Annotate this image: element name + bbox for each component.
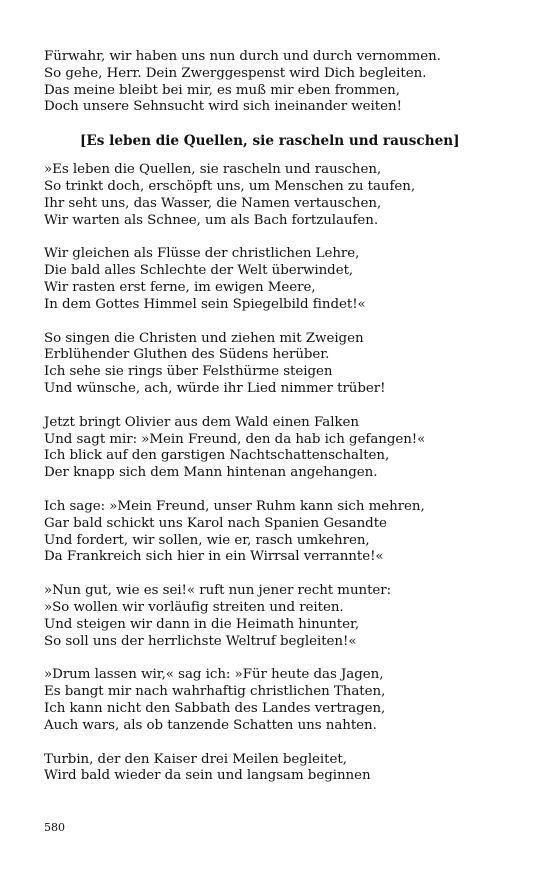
- intro-stanza: [44, 49, 514, 116]
- verse-line: »Es leben die Quellen, sie rascheln und rauschen,: [44, 162, 382, 178]
- verse-line: So gehe, Herr. Dein Zwerggespenst wird Dich begleiten.: [44, 65, 427, 81]
- verse-line: Wir rasten erst ferne, im ewigen Meere,: [44, 279, 316, 295]
- verse-line: Doch unsere Sehnsucht wird sich ineinander weiten!: [44, 99, 402, 115]
- verse-line: Die bald alles Schlechte der Welt überwindet,: [44, 263, 354, 279]
- stanza-5: [44, 499, 514, 566]
- verse-line: Ich blick auf den garstigen Nachtschattenschalten,: [44, 448, 390, 464]
- poem-heading: [Es leben die Quellen, sie rascheln und rauschen]: [80, 133, 460, 150]
- verse-line: So soll uns der herrlichste Weltruf begleiten!«: [44, 633, 357, 649]
- verse-line: Der knapp sich dem Mann hintenan angehangen.: [44, 465, 378, 481]
- verse-line: Ich sehe sie rings über Felsthürme steigen: [44, 364, 333, 380]
- verse-line: Gar bald schickt uns Karol nach Spanien Gesandte: [44, 515, 387, 531]
- stanza-2: [44, 246, 514, 313]
- verse-line: Jetzt bringt Olivier aus dem Wald einen Falken: [44, 414, 359, 430]
- verse-line: Ich kann nicht den Sabbath des Landes vertragen,: [44, 700, 386, 716]
- verse-line: Ihr seht uns, das Wasser, die Namen vertauschen,: [44, 195, 382, 211]
- verse-line: Und sagt mir: »Mein Freund, den da hab ich gefangen!«: [44, 431, 426, 447]
- verse-line: Ich sage: »Mein Freund, unser Ruhm kann sich mehren,: [44, 498, 425, 514]
- verse-line: Fürwahr, wir haben uns nun durch und durch vernommen.: [44, 49, 441, 64]
- verse-line: So singen die Christen und ziehen mit Zweigen: [44, 330, 364, 346]
- verse-line: Auch wars, als ob tanzende Schatten uns nahten.: [44, 717, 377, 733]
- stanza-6: [44, 583, 514, 650]
- verse-line: Wird bald wieder da sein und langsam beginnen: [44, 768, 371, 784]
- verse-line: Erblühender Gluthen des Südens herüber.: [44, 347, 330, 363]
- verse-line: Wir warten als Schnee, um als Bach fortzulaufen.: [44, 212, 379, 228]
- verse-line: Turbin, der den Kaiser drei Meilen begleitet,: [44, 751, 347, 767]
- stanza-7: [44, 667, 514, 734]
- verse-line: »Nun gut, wie es sei!« ruft nun jener recht munter:: [44, 583, 392, 599]
- verse-line: Und fordert, wir sollen, wie er, rasch umkehren,: [44, 532, 370, 548]
- poem-text: [44, 49, 514, 802]
- verse-line: Das meine bleibt bei mir, es muß mir eben frommen,: [44, 82, 400, 98]
- stanza-8: [44, 752, 514, 786]
- stanza-4: [44, 415, 514, 482]
- verse-line: Und steigen wir dann in die Heimath hinunter,: [44, 616, 360, 632]
- verse-line: »Drum lassen wir,« sag ich: »Für heute das Jagen,: [44, 667, 384, 683]
- page-number: 580: [44, 821, 65, 834]
- verse-line: So trinkt doch, erschöpft uns, um Menschen zu taufen,: [44, 178, 416, 194]
- stanza-3: [44, 331, 514, 398]
- verse-line: Es bangt mir nach wahrhaftig christlichen Thaten,: [44, 684, 386, 700]
- verse-line: »So wollen wir vorläufig streiten und reiten.: [44, 599, 344, 615]
- verse-line: Da Frankreich sich hier in ein Wirrsal verrannte!«: [44, 549, 384, 565]
- verse-line: In dem Gottes Himmel sein Spiegelbild findet!«: [44, 296, 366, 312]
- verse-line: Wir gleichen als Flüsse der christlichen Lehre,: [44, 246, 360, 262]
- stanza-1: [44, 162, 514, 229]
- verse-line: Und wünsche, ach, würde ihr Lied nimmer trüber!: [44, 380, 386, 396]
